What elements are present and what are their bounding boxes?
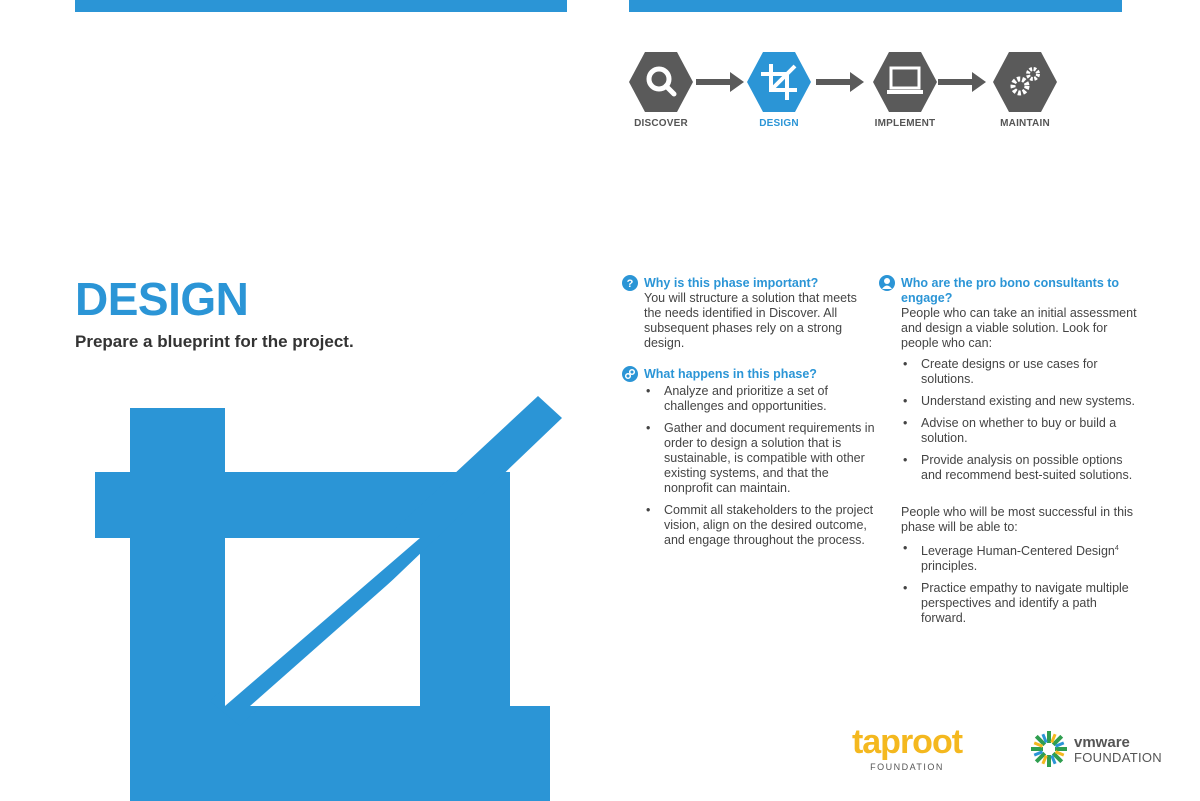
list-item: • Leverage Human-Centered Design$^4$ principles. (901, 541, 1144, 574)
vmware-foundation-logo: vmware FOUNDATION (1030, 730, 1180, 770)
laptop-icon (873, 50, 937, 114)
list-item: • Create designs or use cases for solutions. (901, 357, 1144, 387)
who-intro: People who can take an initial assessment and design a viable solution. Look for people who can: (901, 306, 1137, 350)
who-heading: Who are the pro bono consultants to engage? (901, 276, 1120, 305)
list-item: • Provide analysis on possible options and recommend best-suited solutions. (901, 453, 1144, 483)
list-item: • Analyze and prioritize a set of challenges and opportunities. (644, 384, 877, 414)
column-left (622, 276, 877, 564)
top-bar-right (629, 0, 1122, 12)
link-icon (622, 366, 638, 382)
list-item: • Understand existing and new systems. (901, 394, 1144, 409)
who-section (879, 276, 1144, 626)
top-bar-left (75, 0, 567, 12)
person-icon (879, 275, 895, 291)
what-heading: What happens in this phase? (644, 367, 817, 381)
question-icon (622, 275, 638, 291)
gears-icon (993, 50, 1057, 114)
who-intro-2: People who will be most successful in this phase will be able to: (901, 505, 1134, 534)
list-item: • Commit all stakeholders to the project vision, align on the desired outcome, and engage throughout the process. (644, 503, 877, 548)
footnote-mark: 4 (1114, 545, 1119, 552)
page-title: DESIGN (75, 273, 249, 325)
step-label: DISCOVER (634, 118, 688, 129)
step-discover (616, 50, 706, 129)
step-maintain (980, 50, 1070, 129)
taproot-logo: taproot FOUNDATION (851, 723, 963, 772)
what-section (622, 367, 877, 548)
list-item: • Practice empathy to navigate multiple perspectives and identify a path forward. (901, 581, 1144, 626)
svg-text:?: ? (626, 278, 634, 290)
step-label: DESIGN (759, 118, 799, 129)
step-label: MAINTAIN (1000, 118, 1050, 129)
list-item: • Advise on whether to buy or build a solution. (901, 416, 1144, 446)
crop-large-icon (90, 396, 562, 801)
search-icon (629, 50, 693, 114)
vmware-foundation-mark-icon (1030, 730, 1068, 768)
page-subtitle: Prepare a blueprint for the project. (75, 332, 354, 351)
step-design (734, 50, 824, 129)
step-implement (860, 50, 950, 129)
why-section (622, 276, 877, 351)
why-body: You will structure a solution that meets the needs identified in Discover. All subsequent phases rely on a strong design. (644, 291, 857, 350)
list-item: • Gather and document requirements in order to design a solution that is sustainable, is compatible with other existing systems, and that the nonprofit can maintain. (644, 421, 877, 496)
column-right (879, 276, 1144, 642)
process-flow (628, 50, 1058, 130)
step-label: IMPLEMENT (874, 118, 936, 129)
arrow-right-icon (816, 70, 866, 94)
why-heading: Why is this phase important? (644, 276, 819, 290)
crop-icon (747, 50, 811, 114)
